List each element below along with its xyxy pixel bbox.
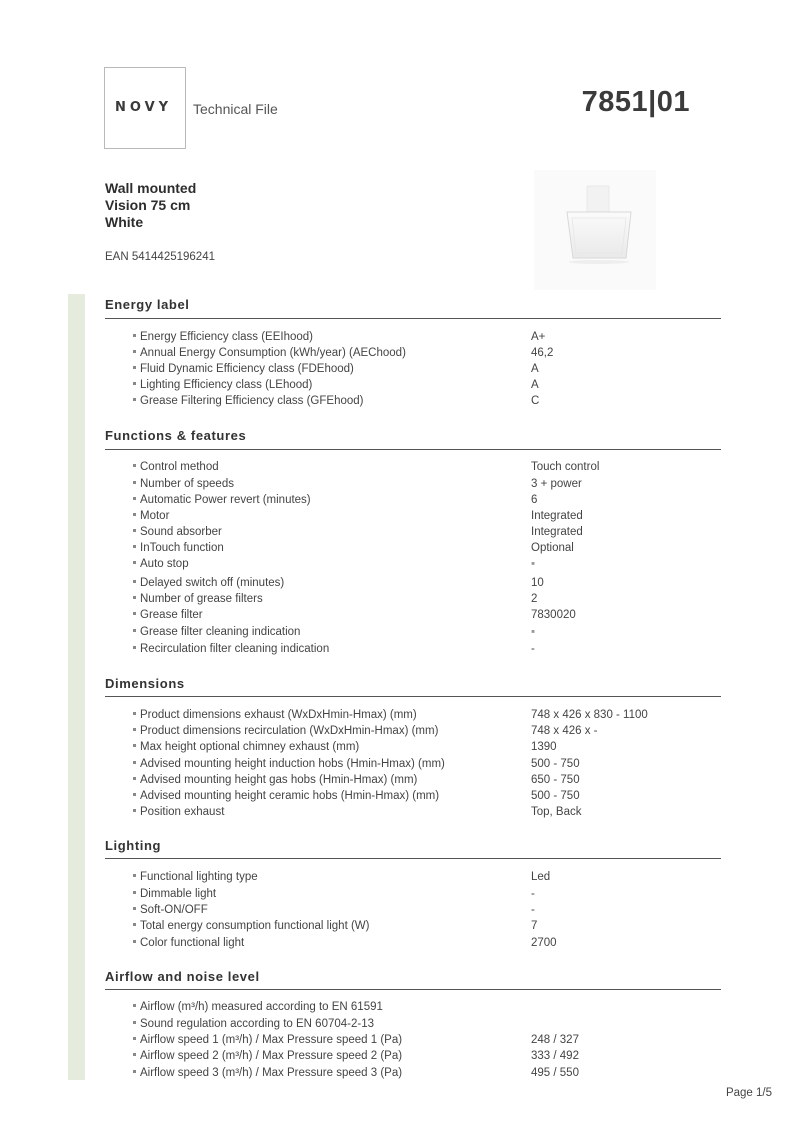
spec-label: Automatic Power revert (minutes) xyxy=(140,494,311,506)
bullet-icon xyxy=(133,1004,136,1007)
bullet-icon xyxy=(133,334,136,337)
bullet-icon xyxy=(133,464,136,467)
document-type-label: Technical File xyxy=(193,101,278,117)
spec-value: ▪ xyxy=(531,626,536,638)
spec-value: 248 / 327 xyxy=(531,1034,579,1046)
spec-value: 333 / 492 xyxy=(531,1050,579,1062)
spec-row xyxy=(133,806,723,822)
spec-row xyxy=(133,920,723,936)
spec-row xyxy=(133,379,723,395)
spec-label: Annual Energy Consumption (kWh/year) (AEChood) xyxy=(140,347,406,359)
spec-label: Max height optional chimney exhaust (mm) xyxy=(140,741,360,753)
bullet-icon xyxy=(133,612,136,615)
spec-value: 2700 xyxy=(531,937,557,949)
spec-row xyxy=(133,937,723,953)
spec-value: Touch control xyxy=(531,461,600,473)
spec-value: 495 / 550 xyxy=(531,1067,579,1079)
spec-value: 748 x 426 x 830 - 1100 xyxy=(531,709,648,721)
spec-label: Sound absorber xyxy=(140,526,222,538)
spec-row xyxy=(133,626,723,642)
spec-label: Total energy consumption functional light (W) xyxy=(140,920,370,932)
bullet-icon xyxy=(133,497,136,500)
bullet-icon xyxy=(133,728,136,731)
product-line-name: Vision 75 cm xyxy=(105,197,191,213)
section-title-airflow: Airflow and noise level xyxy=(105,969,260,984)
spec-label: Airflow (m³/h) measured according to EN 61591 xyxy=(140,1001,383,1013)
bullet-icon xyxy=(133,366,136,369)
bullet-icon xyxy=(133,809,136,812)
spec-row xyxy=(133,790,723,806)
spec-label: Fluid Dynamic Efficiency class (FDEhood) xyxy=(140,363,354,375)
spec-row xyxy=(133,871,723,887)
spec-value: 7 xyxy=(531,920,538,932)
spec-value: 3 + power xyxy=(531,478,582,490)
spec-row xyxy=(133,347,723,363)
spec-row xyxy=(133,1018,723,1034)
spec-value: Optional xyxy=(531,542,574,554)
spec-label: Advised mounting height gas hobs (Hmin-Hmax) (mm) xyxy=(140,774,418,786)
spec-row xyxy=(133,478,723,494)
spec-label: Sound regulation according to EN 60704-2-13 xyxy=(140,1018,374,1030)
bullet-icon xyxy=(133,923,136,926)
spec-label: Product dimensions recirculation (WxDxHmin-Hmax) (mm) xyxy=(140,725,439,737)
spec-value: 1390 xyxy=(531,741,557,753)
bullet-icon xyxy=(133,1070,136,1073)
section-divider xyxy=(105,989,721,990)
spec-value: A+ xyxy=(531,331,546,343)
spec-row xyxy=(133,461,723,477)
section-divider xyxy=(105,318,721,319)
spec-row xyxy=(133,1050,723,1066)
model-number: 7851|01 xyxy=(581,86,690,118)
bullet-icon xyxy=(133,891,136,894)
spec-label: Number of speeds xyxy=(140,478,234,490)
bullet-icon xyxy=(133,513,136,516)
spec-row xyxy=(133,1067,723,1083)
spec-value: 46,2 xyxy=(531,347,554,359)
bullet-icon xyxy=(133,744,136,747)
spec-label: Airflow speed 1 (m³/h) / Max Pressure speed 1 (Pa) xyxy=(140,1034,403,1046)
side-accent-bar xyxy=(68,294,85,1080)
spec-label: Airflow speed 3 (m³/h) / Max Pressure speed 3 (Pa) xyxy=(140,1067,403,1079)
spec-row xyxy=(133,725,723,741)
spec-label: Auto stop xyxy=(140,558,189,570)
bullet-icon xyxy=(133,1053,136,1056)
product-line-type: Wall mounted xyxy=(105,180,197,196)
bullet-icon xyxy=(133,529,136,532)
bullet-icon xyxy=(133,646,136,649)
spec-row xyxy=(133,526,723,542)
spec-label: Control method xyxy=(140,461,219,473)
product-line-color: White xyxy=(105,214,144,230)
section-divider xyxy=(105,696,721,697)
brand-logo: NOVY xyxy=(115,100,173,115)
spec-value: A xyxy=(531,363,539,375)
spec-value: 500 - 750 xyxy=(531,758,580,770)
spec-row xyxy=(133,741,723,757)
bullet-icon xyxy=(133,561,136,564)
section-divider xyxy=(105,449,721,450)
spec-label: Product dimensions exhaust (WxDxHmin-Hmax) (mm) xyxy=(140,709,417,721)
bullet-icon xyxy=(133,481,136,484)
bullet-icon xyxy=(133,1037,136,1040)
spec-row xyxy=(133,395,723,411)
spec-value: - xyxy=(531,643,535,655)
spec-label: Delayed switch off (minutes) xyxy=(140,577,285,589)
spec-label: Lighting Efficiency class (LEhood) xyxy=(140,379,313,391)
section-title-energy: Energy label xyxy=(105,297,190,312)
spec-label: Color functional light xyxy=(140,937,245,949)
page-number: Page 1/5 xyxy=(725,1087,772,1099)
spec-label: Motor xyxy=(140,510,170,522)
spec-label: Advised mounting height ceramic hobs (Hmin-Hmax) (mm) xyxy=(140,790,440,802)
spec-label: Dimmable light xyxy=(140,888,217,900)
spec-value: - xyxy=(531,904,535,916)
spec-value: Integrated xyxy=(531,510,583,522)
bullet-icon xyxy=(133,793,136,796)
spec-value: ▪ xyxy=(531,558,536,570)
spec-value: 748 x 426 x - xyxy=(531,725,598,737)
spec-label: Energy Efficiency class (EEIhood) xyxy=(140,331,314,343)
spec-value: 7830020 xyxy=(531,609,576,621)
spec-row xyxy=(133,904,723,920)
spec-value: Integrated xyxy=(531,526,583,538)
spec-value: 500 - 750 xyxy=(531,790,580,802)
spec-label: Advised mounting height induction hobs (Hmin-Hmax) (mm) xyxy=(140,758,445,770)
spec-label: Grease filter cleaning indication xyxy=(140,626,301,638)
spec-row xyxy=(133,593,723,609)
spec-row xyxy=(133,774,723,790)
spec-label: Recirculation filter cleaning indication xyxy=(140,643,330,655)
spec-label: Position exhaust xyxy=(140,806,225,818)
bullet-icon xyxy=(133,382,136,385)
spec-row xyxy=(133,758,723,774)
bullet-icon xyxy=(133,1021,136,1024)
spec-value: C xyxy=(531,395,540,407)
spec-value: 650 - 750 xyxy=(531,774,580,786)
spec-row xyxy=(133,609,723,625)
bullet-icon xyxy=(133,874,136,877)
ean-code: EAN 5414425196241 xyxy=(105,251,215,263)
spec-row xyxy=(133,331,723,347)
spec-value: 10 xyxy=(531,577,544,589)
section-divider xyxy=(105,858,721,859)
spec-label: Airflow speed 2 (m³/h) / Max Pressure speed 2 (Pa) xyxy=(140,1050,403,1062)
spec-label: Grease filter xyxy=(140,609,203,621)
spec-value: Led xyxy=(531,871,551,883)
spec-label: Functional lighting type xyxy=(140,871,258,883)
spec-label: Soft-ON/OFF xyxy=(140,904,208,916)
section-title-lighting: Lighting xyxy=(105,838,162,853)
product-image xyxy=(534,170,656,290)
spec-value: Top, Back xyxy=(531,806,582,818)
spec-row xyxy=(133,510,723,526)
spec-value: 2 xyxy=(531,593,538,605)
spec-value: 6 xyxy=(531,494,538,506)
spec-value: A xyxy=(531,379,539,391)
spec-row xyxy=(133,577,723,593)
spec-row xyxy=(133,558,723,574)
bullet-icon xyxy=(133,761,136,764)
bullet-icon xyxy=(133,350,136,353)
spec-label: Number of grease filters xyxy=(140,593,263,605)
spec-row xyxy=(133,1001,723,1017)
spec-label: Grease Filtering Efficiency class (GFEhood) xyxy=(140,395,364,407)
section-title-functions: Functions & features xyxy=(105,428,247,443)
bullet-icon xyxy=(133,907,136,910)
spec-value: - xyxy=(531,888,535,900)
bullet-icon xyxy=(133,398,136,401)
bullet-icon xyxy=(133,712,136,715)
section-title-dimensions: Dimensions xyxy=(105,676,185,691)
bullet-icon xyxy=(133,629,136,632)
product-description xyxy=(105,180,196,231)
spec-row xyxy=(133,542,723,558)
spec-row xyxy=(133,643,723,659)
spec-row xyxy=(133,494,723,510)
spec-row xyxy=(133,709,723,725)
bullet-icon xyxy=(133,596,136,599)
spec-row xyxy=(133,888,723,904)
bullet-icon xyxy=(133,777,136,780)
bullet-icon xyxy=(133,580,136,583)
bullet-icon xyxy=(133,940,136,943)
bullet-icon xyxy=(133,545,136,548)
spec-row xyxy=(133,363,723,379)
spec-row xyxy=(133,1034,723,1050)
spec-label: InTouch function xyxy=(140,542,224,554)
